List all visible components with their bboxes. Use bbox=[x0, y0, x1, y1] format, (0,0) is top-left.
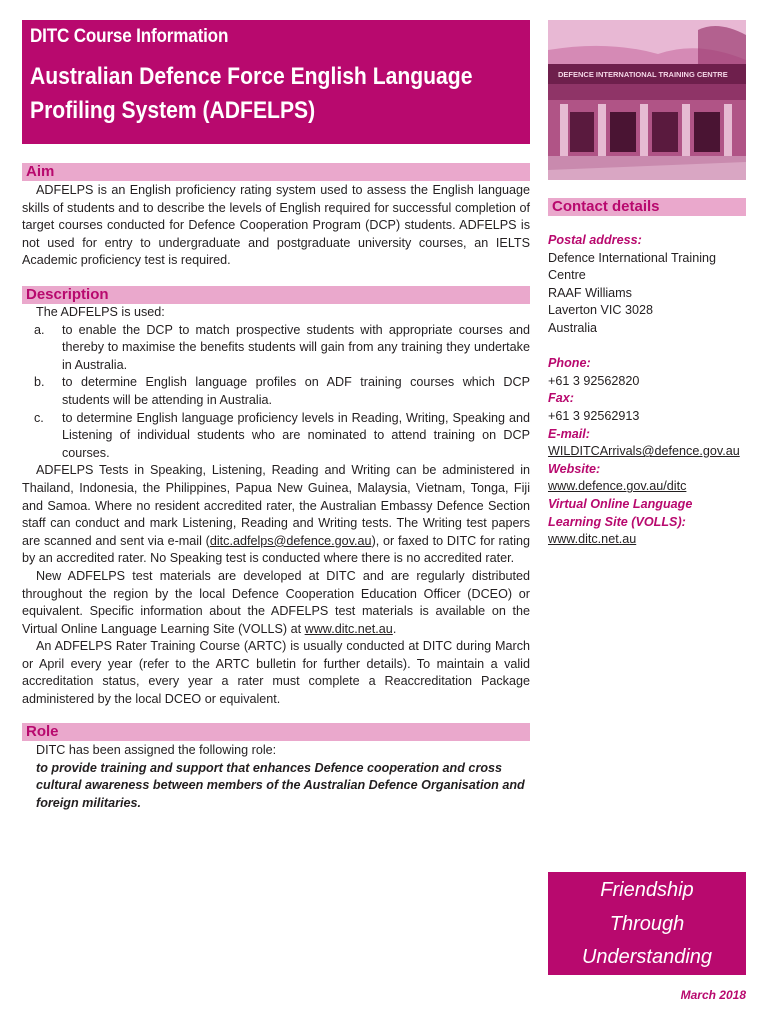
role-statement: to provide training and support that enhances Defence cooperation and cross cultural awareness between members of the Australian Defence Organisation and foreign militaries. bbox=[36, 760, 525, 810]
list-item bbox=[22, 374, 530, 409]
description-section bbox=[22, 304, 530, 709]
contact-email-link[interactable]: WILDITCArrivals@defence.gov.au bbox=[548, 444, 740, 459]
role-intro: DITC has been assigned the following role: bbox=[36, 743, 277, 757]
list-marker: b. bbox=[34, 375, 45, 390]
volls-label: Virtual Online Language Learning Site (VOLLS): bbox=[548, 496, 693, 529]
postal-line: Laverton VIC 3028 bbox=[548, 303, 654, 318]
motto-box bbox=[548, 872, 746, 975]
list-item bbox=[22, 322, 530, 375]
building-photo bbox=[548, 20, 746, 180]
postal-line: Defence International Training Centre bbox=[548, 250, 717, 283]
postal-line: RAAF Williams bbox=[548, 285, 632, 300]
website-link[interactable]: www.defence.gov.au/ditc bbox=[548, 479, 687, 494]
header-banner bbox=[22, 20, 530, 144]
description-paragraph-materials bbox=[22, 568, 530, 638]
description-paragraph-artc: An ADFELPS Rater Training Course (ARTC) is usually conducted at DITC during March or April every year (refer to the ARTC bulletin for further details). To maintain a valid accreditation status, every year a rater must complete a Reaccreditation Package administered by the local DCEO or equivalent. bbox=[22, 639, 530, 707]
page-title: Australian Defence Force English Language Profiling System (ADFELPS) bbox=[30, 63, 473, 124]
motto-line: Understanding bbox=[581, 946, 713, 968]
aim-section bbox=[22, 182, 530, 270]
postal-line: Australia bbox=[548, 320, 597, 335]
phone-label: Phone: bbox=[548, 356, 591, 371]
postal-label: Postal address: bbox=[548, 233, 642, 247]
list-item-text: to determine English language proficiency levels in Reading, Writing, Speaking and Listening of individual students who are nominated to attend training on DCP courses. bbox=[62, 410, 530, 460]
list-marker: c. bbox=[34, 410, 44, 425]
materials-text: New ADFELPS test materials are developed at DITC and are regularly distributed throughout the region by the local Defence Cooperation Education Officer (DCEO) or equivalent. Specific information about the ADFELPS test materials is available on the Virtual Online Language Learning Site (VOLLS) at bbox=[22, 568, 530, 636]
tests-text-end: ), or faxed to DITC for rating by an accredited rater. No Speaking test is conducted where there is no accredited rater. bbox=[22, 533, 530, 566]
description-paragraph-tests bbox=[22, 462, 530, 568]
contact-details bbox=[548, 232, 748, 549]
contact-heading: Contact details bbox=[548, 198, 746, 216]
motto-line: Through bbox=[609, 912, 685, 935]
motto-line: Friendship bbox=[600, 879, 694, 901]
phone-number: +61 3 92562820 bbox=[548, 373, 640, 388]
volls-site-link[interactable]: www.ditc.net.au bbox=[548, 532, 637, 547]
aim-heading: Aim bbox=[22, 163, 530, 181]
website-label: Website: bbox=[548, 461, 601, 476]
description-list bbox=[22, 322, 530, 463]
role-heading: Role bbox=[22, 723, 530, 741]
adfelps-email-link[interactable]: ditc.adfelps@defence.gov.au bbox=[209, 533, 372, 548]
photo-sign-text: DEFENCE INTERNATIONAL TRAINING CENTRE bbox=[558, 70, 728, 79]
role-section bbox=[22, 742, 530, 812]
tests-text: ADFELPS Tests in Speaking, Listening, Reading and Writing can be administered in Thailand, Indonesia, the Philippines, Papua New Guinea, Malaysia, Vietnam, Tonga, Fiji and Samoa. Where no resident accredited rater, the Australian Embassy Defence Section staff can conduct and mark Listening, Reading and Writing tests. The Writing test papers are scanned and sent via e-mail ( bbox=[22, 463, 530, 548]
publication-date: March 2018 bbox=[680, 988, 746, 1002]
fax-number: +61 3 92562913 bbox=[548, 408, 640, 423]
description-heading: Description bbox=[22, 286, 530, 304]
fax-label: Fax: bbox=[548, 391, 574, 406]
description-intro: The ADFELPS is used: bbox=[36, 305, 165, 319]
email-label: E-mail: bbox=[548, 426, 590, 441]
list-item bbox=[22, 410, 530, 463]
list-item-text: to determine English language profiles on ADF training courses which DCP students will be attending in Australia. bbox=[62, 375, 530, 407]
list-item-text: to enable the DCP to match prospective students with appropriate courses and thereby to maximise the benefits students will gain from any training they undertake in Australia. bbox=[62, 322, 530, 372]
materials-text-end: . bbox=[392, 621, 397, 636]
list-marker: a. bbox=[34, 322, 45, 337]
volls-link[interactable]: www.ditc.net.au bbox=[304, 621, 393, 636]
header-kicker: DITC Course Information bbox=[30, 26, 229, 47]
aim-text: ADFELPS is an English proficiency rating system used to assess the English language skills of students and to describe the levels of English required for successful completion of target courses conducted for Defence Cooperation Program (DCP) students. ADFELPS is not used for entry to undergraduate and postgraduate university courses, an IELTS Academic proficiency test is required. bbox=[22, 183, 530, 268]
